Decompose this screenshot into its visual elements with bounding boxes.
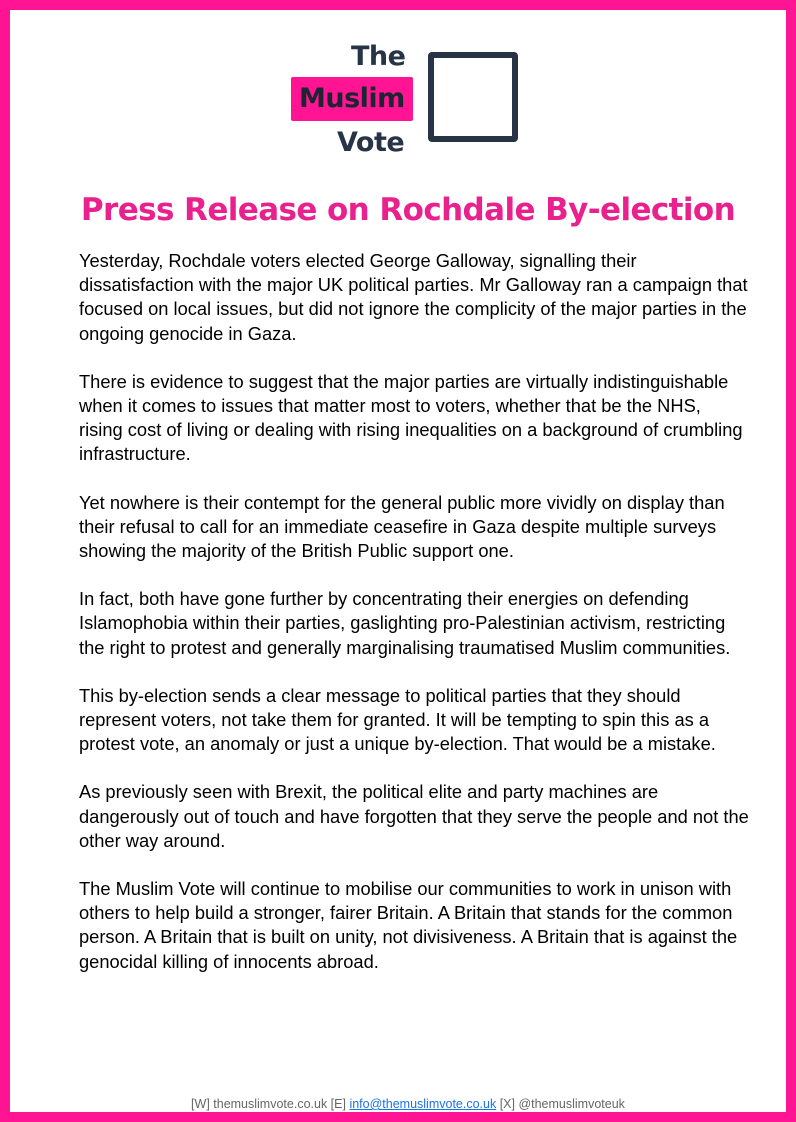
- paragraph: Yesterday, Rochdale voters elected George Galloway, signalling their dissatisfaction with the major UK political parties. Mr Galloway ran a campaign that focused on local issues, but did not ignore the complicity of the major parties in the ongoing genocide in Gaza.: [79, 250, 748, 344]
- logo-text-vote: Vote: [337, 127, 405, 158]
- footer-website: [W] themuslimvote.co.uk [E]: [191, 1097, 350, 1111]
- page-title: Press Release on Rochdale By-election: [80, 192, 736, 228]
- logo-text-the: The: [351, 41, 406, 72]
- paragraph: In fact, both have gone further by concentrating their energies on defending Islamophobia within their parties, gaslighting pro-Palestinian activism, restricting the right to protest and generally marginalising traumatised Muslim communities.: [79, 588, 731, 658]
- contact-footer: [10, 1096, 796, 1112]
- paragraph: The Muslim Vote will continue to mobilise our communities to work in unison with others to help build a stronger, fairer Britain. A Britain that stands for the common person. A Britain that is built on unity, not divisiveness. A Britain that is against the genocidal killing of innocents abroad.: [79, 878, 738, 972]
- the-muslim-vote-logo: [291, 39, 531, 159]
- footer-email-link[interactable]: info@themuslimvote.co.uk: [349, 1097, 497, 1111]
- press-release-body: [79, 249, 749, 998]
- paragraph: There is evidence to suggest that the major parties are virtually indistinguishable when it comes to issues that matter most to voters, whether that be the NHS, rising cost of living or dealing with rising inequalities on a background of crumbling infrastructure.: [79, 370, 743, 465]
- paragraph: As previously seen with Brexit, the political elite and party machines are dangerously out of touch and have forgotten that they serve the people and not the other way around.: [79, 781, 749, 851]
- paragraph: Yet nowhere is their contempt for the general public more vividly on display than their refusal to call for an immediate ceasefire in Gaza despite multiple surveys showing the majority of the British Public support one.: [79, 491, 725, 562]
- footer-social: [X] @themuslimvoteuk: [496, 1097, 625, 1111]
- logo-text-muslim: Muslim: [299, 83, 405, 114]
- paragraph: This by-election sends a clear message to political parties that they should represent voters, not take them for granted. It will be tempting to spin this as a protest vote, an anomaly or just a unique by-election. That would be a mistake.: [79, 684, 716, 755]
- logo-ballot-box-icon: [428, 52, 518, 142]
